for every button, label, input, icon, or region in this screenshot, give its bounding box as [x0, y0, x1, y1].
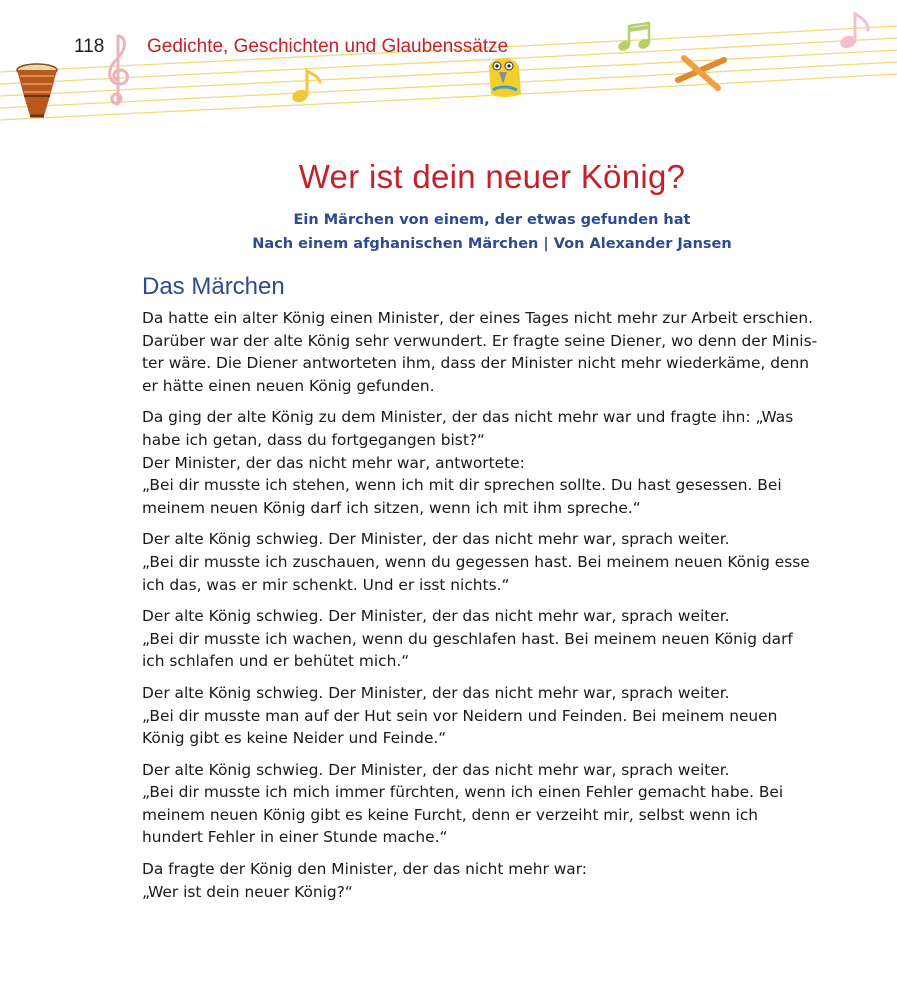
text-line: „Bei dir musste ich mich immer fürchten, wenn ich einen Fehler gemacht habe. Bei: [142, 783, 784, 802]
text-line: ich das, was er mir schenkt. Und er isst nichts.“: [142, 575, 510, 594]
music-note-icon: [290, 68, 324, 104]
claves-sticks-icon: [674, 50, 730, 92]
text-line: „Bei dir musste ich stehen, wenn ich mit dir sprechen sollte. Du hast gesessen. Bei: [142, 476, 782, 495]
text-line: meinem neuen König darf ich sitzen, wenn ich mit ihm spreche.“: [142, 498, 641, 517]
music-staff-decoration: [0, 0, 897, 130]
story-paragraph: [142, 682, 832, 750]
text-line: Der Minister, der das nicht mehr war, antwortete:: [142, 453, 525, 472]
subtitle-line: Ein Märchen von einem, der etwas gefunden hat: [293, 212, 691, 228]
text-line: habe ich getan, dass du fortgegangen bist?“: [142, 430, 486, 449]
text-line: Der alte König schwieg. Der Minister, der das nicht mehr war, sprach weiter.: [142, 607, 730, 626]
story-title: Wer ist dein neuer König?: [298, 158, 686, 195]
double-music-note-icon: [616, 20, 654, 54]
text-line: König gibt es keine Neider und Feinde.“: [142, 729, 447, 748]
text-line: Der alte König schwieg. Der Minister, der das nicht mehr war, sprach weiter.: [142, 760, 730, 779]
page-header: [0, 0, 897, 130]
text-line: „Bei dir musste ich wachen, wenn du geschlafen hast. Bei meinem neuen König darf: [142, 629, 793, 648]
text-line: „Wer ist dein neuer König?“: [142, 882, 353, 901]
text-line: hundert Fehler in einer Stunde mache.“: [142, 828, 448, 847]
story-text: [142, 307, 832, 903]
text-line: ich schlafen und er behütet mich.“: [142, 652, 410, 671]
story-paragraph: [142, 406, 832, 519]
main-content: [142, 158, 832, 912]
treble-clef-icon: [102, 32, 134, 108]
chapter-title: Gedichte, Geschichten und Glaubenssätze: [147, 36, 509, 57]
story-paragraph: [142, 858, 832, 903]
text-line: Der alte König schwieg. Der Minister, der das nicht mehr war, sprach weiter.: [142, 530, 730, 549]
subtitle-source-line: Nach einem afghanischen Märchen | Von Alexander Jansen: [252, 236, 732, 252]
story-paragraph: [142, 528, 832, 596]
text-line: Da fragte der König den Minister, der das nicht mehr war:: [142, 860, 587, 879]
story-paragraph: [142, 307, 832, 397]
text-line: er hätte einen neuen König gefunden.: [142, 376, 435, 395]
text-line: Der alte König schwieg. Der Minister, der das nicht mehr war, sprach weiter.: [142, 683, 730, 702]
story-paragraph: [142, 759, 832, 849]
text-line: Da ging der alte König zu dem Minister, der das nicht mehr war und fragte ihn: „Was: [142, 408, 794, 427]
text-line: ter wäre. Die Diener antworteten ihm, dass der Minister nicht mehr wiederkäme, denn: [142, 354, 810, 373]
text-line: „Bei dir musste ich zuschauen, wenn du gegessen hast. Bei meinem neuen König esse: [142, 552, 810, 571]
music-note-icon: [838, 10, 876, 52]
text-line: Da hatte ein alter König einen Minister, der eines Tages nicht mehr zur Arbeit erschien.: [142, 309, 814, 327]
text-line: Darüber war der alte König sehr verwundert. Er fragte seine Diener, wo denn der Minis-: [142, 331, 818, 350]
text-line: meinem neuen König gibt es keine Furcht, denn er verzeiht mir, selbst wenn ich: [142, 805, 759, 824]
story-subtitle: [152, 208, 832, 256]
text-line: „Bei dir musste man auf der Hut sein vor Neidern und Feinden. Bei meinem neuen: [142, 706, 778, 725]
story-paragraph: [142, 605, 832, 673]
page-number: 118: [74, 36, 105, 57]
drum-icon: [12, 62, 62, 120]
section-heading: Das Märchen: [142, 273, 285, 300]
